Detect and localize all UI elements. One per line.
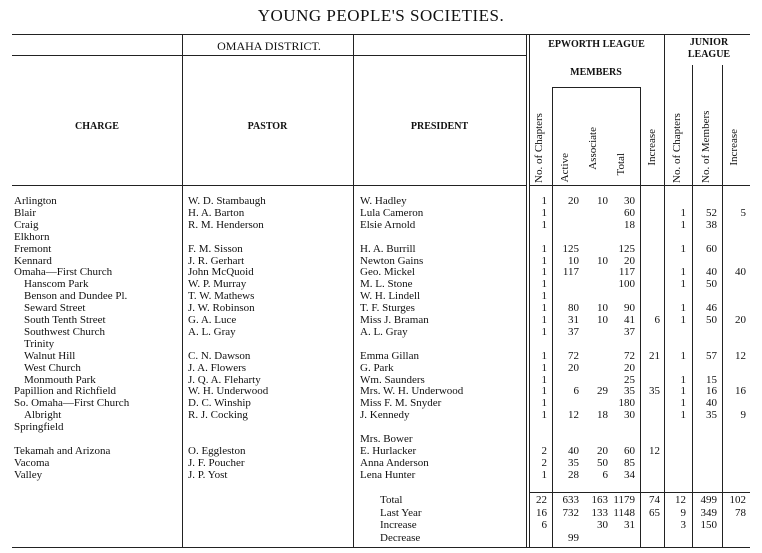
- jch-cell: 1: [680, 385, 686, 398]
- pastor-cell: G. A. Luce: [188, 314, 237, 326]
- junior-members-header: No. of Members: [700, 110, 712, 183]
- act-cell: 99: [568, 531, 579, 544]
- table-row: [12, 243, 750, 255]
- ch-cell: 1: [541, 325, 547, 338]
- charge-cell: Fremont: [14, 242, 52, 255]
- chapters-header: No. of Chapters: [533, 113, 545, 183]
- table-row: [12, 326, 750, 338]
- pastor-cell: W. H. Underwood: [188, 385, 269, 398]
- charge-cell: Tekamah and Arizona: [14, 444, 111, 457]
- inc-cell: 6: [654, 314, 660, 326]
- asc-cell: 10: [597, 254, 608, 267]
- charge-cell: So. Omaha—First Church: [14, 397, 130, 410]
- tot-cell: 1179: [613, 494, 635, 506]
- charge-cell: South Tenth Street: [24, 314, 106, 326]
- tot-cell: 125: [618, 242, 635, 255]
- jmem-cell: 60: [706, 242, 717, 255]
- tot-cell: 41: [624, 314, 635, 326]
- junior-chapters-header: No. of Chapters: [671, 113, 683, 183]
- pastor-cell: H. A. Barton: [188, 206, 245, 219]
- table-row: [12, 374, 750, 386]
- pastor-cell: F. M. Sisson: [188, 242, 243, 255]
- table-row: [12, 421, 750, 433]
- ch-cell: 1: [541, 314, 547, 326]
- jch-cell: 1: [680, 206, 686, 219]
- pastor-cell: John McQuoid: [188, 266, 254, 279]
- rule: [529, 492, 750, 493]
- act-cell: 37: [568, 325, 579, 338]
- president-cell: J. Kennedy: [360, 409, 410, 422]
- president-header: PRESIDENT: [410, 121, 469, 132]
- ch-cell: 1: [541, 206, 547, 219]
- charge-cell: Monmouth Park: [24, 373, 96, 386]
- jinc-cell: 102: [729, 494, 746, 506]
- president-cell: W. H. Lindell: [360, 290, 421, 303]
- ch-cell: 1: [541, 254, 547, 267]
- pastor-cell: J. Q. A. Fleharty: [188, 373, 261, 386]
- tot-cell: 34: [624, 468, 635, 481]
- charge-cell: Vacoma: [14, 456, 50, 469]
- jinc-cell: 16: [735, 385, 746, 398]
- president-cell: Lena Hunter: [360, 468, 416, 481]
- table-row: [12, 457, 750, 469]
- tot-cell: 100: [618, 278, 635, 291]
- ch-cell: 1: [541, 349, 547, 362]
- jch-cell: 1: [680, 409, 686, 422]
- president-cell: Emma Gillan: [360, 349, 419, 362]
- ch-cell: 1: [541, 397, 547, 410]
- jmem-cell: 35: [706, 409, 717, 422]
- act-cell: 31: [568, 314, 579, 326]
- president-cell: G. Park: [360, 361, 394, 374]
- president-cell: Anna Anderson: [360, 456, 429, 469]
- ch-cell: 1: [541, 218, 547, 231]
- president-cell: T. F. Sturges: [360, 302, 415, 315]
- charge-cell: Benson and Dundee Pl.: [24, 290, 128, 303]
- president-cell: Lula Cameron: [360, 206, 424, 219]
- pastor-cell: R. J. Cocking: [188, 409, 248, 422]
- jch-cell: 1: [680, 302, 686, 315]
- jinc-cell: 78: [735, 506, 746, 519]
- table-row: [12, 397, 750, 409]
- inc-cell: 35: [649, 385, 660, 398]
- pastor-cell: J. R. Gerhart: [188, 254, 245, 267]
- pastor-cell: C. N. Dawson: [188, 349, 251, 362]
- president-cell: E. Hurlacker: [360, 444, 417, 457]
- ch-cell: 1: [541, 409, 547, 422]
- act-cell: 20: [568, 361, 579, 374]
- total-header: Total: [615, 153, 627, 176]
- charge-cell: Blair: [14, 206, 36, 219]
- president-cell: Miss F. M. Snyder: [360, 397, 442, 410]
- table-row: [12, 195, 750, 207]
- jinc-cell: 20: [735, 314, 746, 326]
- tot-cell: 18: [624, 218, 635, 231]
- president-cell: W. Hadley: [360, 195, 407, 207]
- tot-cell: 35: [624, 385, 635, 398]
- asc-cell: 133: [591, 506, 608, 519]
- epworth-header: EPWORTH LEAGUE: [548, 39, 645, 50]
- jch-cell: 1: [680, 349, 686, 362]
- table-row: [12, 433, 750, 445]
- asc-cell: 6: [602, 468, 608, 481]
- act-cell: 35: [568, 456, 579, 469]
- inc-cell: 74: [649, 494, 660, 506]
- ch-cell: 1: [541, 302, 547, 315]
- table-row: [12, 350, 750, 362]
- pastor-cell: O. Eggleston: [188, 444, 246, 457]
- charge-cell: Southwest Church: [24, 325, 105, 338]
- tot-cell: 72: [624, 349, 635, 362]
- ch-cell: 2: [541, 444, 547, 457]
- charge-cell: Hanscom Park: [24, 278, 89, 291]
- tot-cell: 37: [624, 325, 635, 338]
- jmem-cell: 40: [706, 266, 717, 279]
- asc-cell: 10: [597, 195, 608, 207]
- president-cell: Miss J. Braman: [360, 314, 429, 326]
- jinc-cell: 9: [740, 409, 746, 422]
- jch-cell: 1: [680, 373, 686, 386]
- charge-cell: Albright: [24, 409, 62, 422]
- table-row: [12, 314, 750, 326]
- jmem-cell: 50: [706, 314, 717, 326]
- ch-cell: 6: [541, 519, 547, 531]
- pastor-cell: J. F. Poucher: [188, 456, 245, 469]
- summary-row: [12, 494, 750, 506]
- table-row: [12, 207, 750, 219]
- jch-cell: 12: [675, 494, 686, 506]
- pastor-header: PASTOR: [247, 121, 288, 132]
- ch-cell: 1: [541, 195, 547, 207]
- tot-cell: 60: [624, 444, 635, 457]
- summary-row: [12, 519, 750, 531]
- tot-cell: 20: [624, 254, 635, 267]
- district-header: OMAHA DISTRICT.: [217, 39, 321, 53]
- pastor-cell: R. M. Henderson: [188, 218, 264, 231]
- ch-cell: 1: [541, 266, 547, 279]
- act-cell: 80: [568, 302, 579, 315]
- tot-cell: 30: [624, 409, 635, 422]
- jch-cell: 9: [680, 506, 686, 519]
- jch-cell: 1: [680, 314, 686, 326]
- act-cell: 10: [568, 254, 579, 267]
- table-row: [12, 278, 750, 290]
- act-cell: 633: [562, 494, 579, 506]
- pastor-cell: T. W. Mathews: [188, 290, 255, 303]
- act-cell: 125: [562, 242, 579, 255]
- president-cell: Geo. Mickel: [360, 266, 415, 279]
- table-row: [12, 362, 750, 374]
- table-row: [12, 445, 750, 457]
- president-cell: H. A. Burrill: [360, 242, 416, 255]
- charge-cell: Valley: [14, 468, 43, 481]
- summary-label: Total: [380, 494, 403, 506]
- societies-table: [12, 34, 750, 548]
- charge-cell: Elkhorn: [14, 230, 50, 243]
- ch-cell: 1: [541, 361, 547, 374]
- ch-cell: 1: [541, 278, 547, 291]
- charge-cell: Springfield: [14, 421, 64, 434]
- charge-cell: West Church: [24, 361, 81, 374]
- table-row: [12, 255, 750, 267]
- president-cell: Wm. Saunders: [360, 373, 425, 386]
- jinc-cell: 5: [740, 206, 746, 219]
- active-header: Active: [559, 153, 571, 183]
- pastor-cell: J. P. Yost: [188, 468, 228, 481]
- jch-cell: 1: [680, 266, 686, 279]
- tot-cell: 117: [618, 266, 635, 279]
- act-cell: 732: [562, 506, 579, 519]
- pastor-cell: W. P. Murray: [188, 278, 247, 291]
- summary-label: Last Year: [380, 506, 422, 519]
- charge-cell: Craig: [14, 218, 39, 231]
- ch-cell: 16: [536, 506, 547, 519]
- jmem-cell: 50: [706, 278, 717, 291]
- table-row: [12, 385, 750, 397]
- table-row: [12, 266, 750, 278]
- pastor-cell: J. A. Flowers: [188, 361, 247, 374]
- table-row: [12, 409, 750, 421]
- summary-row: [12, 532, 750, 544]
- jch-cell: 1: [680, 397, 686, 410]
- charge-cell: Seward Street: [24, 302, 86, 315]
- asc-cell: 10: [597, 314, 608, 326]
- jmem-cell: 349: [700, 506, 717, 519]
- ch-cell: 1: [541, 290, 547, 303]
- inc-cell: 65: [649, 506, 660, 519]
- pastor-cell: A. L. Gray: [188, 325, 236, 338]
- junior-header: JUNIOR LEAGUE: [687, 37, 731, 60]
- tot-cell: 180: [618, 397, 635, 410]
- members-header: MEMBERS: [570, 67, 622, 78]
- table-row: [12, 290, 750, 302]
- pastor-cell: J. W. Robinson: [188, 302, 255, 315]
- rule: [12, 185, 526, 186]
- ch-cell: 1: [541, 385, 547, 398]
- tot-cell: 85: [624, 456, 635, 469]
- jch-cell: 3: [680, 519, 686, 531]
- tot-cell: 20: [624, 361, 635, 374]
- rule: [529, 185, 750, 186]
- rule: [552, 87, 640, 88]
- act-cell: 20: [568, 195, 579, 207]
- asc-cell: 163: [591, 494, 608, 506]
- jmem-cell: 38: [706, 218, 717, 231]
- jinc-cell: 40: [735, 266, 746, 279]
- president-cell: Elsie Arnold: [360, 218, 416, 231]
- jmem-cell: 16: [706, 385, 717, 398]
- inc-cell: 21: [649, 349, 660, 362]
- jmem-cell: 46: [706, 302, 717, 315]
- jch-cell: 1: [680, 278, 686, 291]
- table-row: [12, 302, 750, 314]
- tot-cell: 60: [624, 206, 635, 219]
- jch-cell: 1: [680, 218, 686, 231]
- act-cell: 72: [568, 349, 579, 362]
- rule: [12, 55, 526, 56]
- charge-cell: Arlington: [14, 195, 57, 207]
- president-cell: A. L. Gray: [360, 325, 408, 338]
- increase-header: Increase: [646, 129, 658, 166]
- page-title: YOUNG PEOPLE'S SOCIETIES.: [257, 6, 505, 25]
- tot-cell: 30: [624, 195, 635, 207]
- table-row: [12, 469, 750, 481]
- table-row: [12, 219, 750, 231]
- jmem-cell: 499: [700, 494, 717, 506]
- table-row: [12, 338, 750, 350]
- junior-increase-header: Increase: [728, 129, 740, 166]
- charge-cell: Trinity: [24, 337, 55, 350]
- jmem-cell: 52: [706, 206, 717, 219]
- pastor-cell: W. D. Stambaugh: [188, 195, 266, 207]
- charge-header: CHARGE: [75, 121, 119, 132]
- tot-cell: 90: [624, 302, 635, 315]
- president-cell: Mrs. W. H. Underwood: [360, 385, 464, 398]
- ch-cell: 2: [541, 456, 547, 469]
- jinc-cell: 12: [735, 349, 746, 362]
- ch-cell: 1: [541, 373, 547, 386]
- charge-cell: Omaha—First Church: [14, 266, 113, 279]
- asc-cell: 29: [597, 385, 608, 398]
- jmem-cell: 40: [706, 397, 717, 410]
- tot-cell: 1148: [613, 506, 635, 519]
- table-row: [12, 231, 750, 243]
- ch-cell: 1: [541, 468, 547, 481]
- summary-label: Increase: [380, 519, 417, 531]
- act-cell: 40: [568, 444, 579, 457]
- pastor-cell: D. C. Winship: [188, 397, 251, 410]
- act-cell: 12: [568, 409, 579, 422]
- asc-cell: 30: [597, 519, 608, 531]
- asc-cell: 10: [597, 302, 608, 315]
- charge-cell: Kennard: [14, 254, 52, 267]
- president-cell: M. L. Stone: [360, 278, 413, 291]
- tot-cell: 31: [624, 519, 635, 531]
- tot-cell: 25: [624, 373, 635, 386]
- ch-cell: 1: [541, 242, 547, 255]
- president-cell: Newton Gains: [360, 254, 424, 267]
- asc-cell: 20: [597, 444, 608, 457]
- president-cell: Mrs. Bower: [360, 433, 413, 445]
- asc-cell: 18: [597, 409, 608, 422]
- jmem-cell: 15: [706, 373, 717, 386]
- jmem-cell: 57: [706, 349, 717, 362]
- asc-cell: 50: [597, 456, 608, 469]
- jch-cell: 1: [680, 242, 686, 255]
- associate-header: Associate: [587, 127, 599, 170]
- ch-cell: 22: [536, 494, 547, 506]
- act-cell: 6: [573, 385, 579, 398]
- summary-label: Decrease: [380, 531, 421, 544]
- charge-cell: Walnut Hill: [24, 349, 76, 362]
- act-cell: 117: [562, 266, 579, 279]
- inc-cell: 12: [649, 444, 660, 457]
- act-cell: 28: [568, 468, 579, 481]
- jmem-cell: 150: [700, 519, 717, 531]
- charge-cell: Papillion and Richfield: [14, 385, 117, 398]
- summary-row: [12, 507, 750, 519]
